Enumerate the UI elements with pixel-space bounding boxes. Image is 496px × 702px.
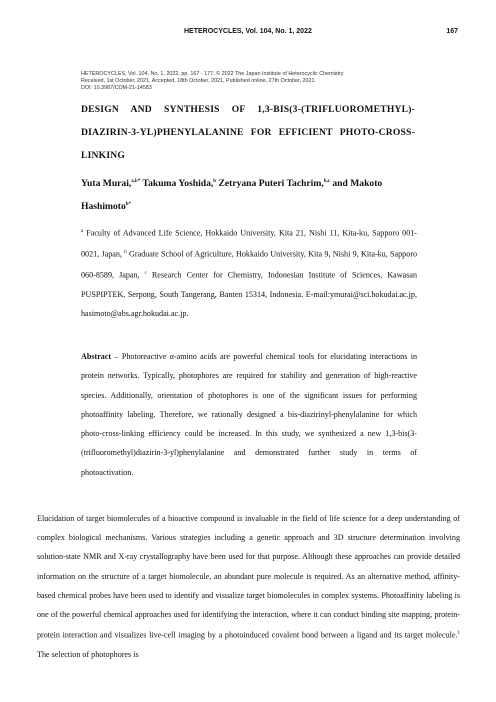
citation-line: HETEROCYCLES, Vol. 104, No. 1, 2022, pp. 167 - 177. © 2022 The Japan Institute of Heterocyclic Chemistry bbox=[81, 71, 344, 77]
author-affiliation-mark: b* bbox=[125, 202, 132, 208]
affiliation-c: Research Center for Chemistry, Indonesian Institute of Sciences, Kawasan PUSPIPTEK, Serpong, South Tangerang, Banten 15314, Indonesia. E-mail:ymurai@sci.hokudai.ac.jp, hasimoto@abs.agr.hokudai.ac.jp. bbox=[81, 270, 417, 319]
dates-line: Received, 1st October, 2021, Accepted, 18th October, 2021, Published online, 27th October, 2021 bbox=[81, 78, 315, 84]
author-name: Takuma Yoshida, bbox=[140, 178, 214, 190]
publication-metadata bbox=[81, 71, 461, 92]
author-affiliation-mark: b,c bbox=[323, 179, 330, 184]
body-paragraph bbox=[37, 509, 460, 664]
abstract-label: Abstract bbox=[81, 352, 112, 361]
affiliation-a: Faculty of Advanced Life Science, Hokkaido University, Kita 21, Nishi 11, Kita-ku, Sapporo 001-0021, Japan, bbox=[81, 228, 417, 259]
author-affiliation-mark: b bbox=[213, 179, 217, 184]
abstract-text: – Photoreactive α-amino acids are powerful chemical tools for elucidating interactions in protein networks. Typically, photophores are required for stability and generation of high-reactive species. Additionally, orientation of photophores is one of the significant issues for performing photoaffinity labeling. Therefore, we rationally designed a bis-diazirinyl-phenylalanine for which photo-cross-linking efficiency could be increased. In this study, we synthesized a new 1,3-bis(3-(trifluoromethyl)diazirin-3-yl)phenylalanine and demonstrated further study in terms of photoactivation. bbox=[81, 352, 417, 477]
paper-title: DESIGN AND SYNTHESIS OF 1,3-BIS(3-(TRIFLUOROMETHYL)-DIAZIRIN-3-YL)PHENYLALANINE FOR EFFICIENT PHOTO-CROSS-LINKING bbox=[81, 104, 415, 161]
author-affiliation-mark: a,b* bbox=[131, 179, 141, 184]
abstract bbox=[81, 347, 417, 482]
author-name: Yuta Murai, bbox=[81, 178, 132, 190]
doi-line: DOI: 10.3987/COM-21-14583 bbox=[81, 85, 152, 91]
author-name: and Makoto Hashimoto bbox=[81, 178, 383, 213]
author-name: Zetryana Puteri Tachrim, bbox=[216, 178, 324, 190]
body-text: Elucidation of target biomolecules of a bioactive compound is invaluable in the field of life science for a deep understanding of complex biological mechanisms. Various strategies including a genetic approach and 3D structure determination involving solution-state NMR and X-ray crystallography have been used for that purpose. Although these approaches can provide detailed information on the structure of a target biomolecule, an abundant pure molecule is required. As an alternative method, affinity-based chemical probes have been used to identify and visualize target biomolecules in complex systems. Photoaffinity labeling is one of the powerful chemical approaches used for identifying the interaction, where it can conduct binding site mapping, protein-protein interaction and visualizes live-cell imaging by a photoinduced covalent bond between a ligand and its target molecule. bbox=[37, 514, 460, 640]
affiliation-mark: b bbox=[124, 249, 127, 255]
author-list bbox=[81, 171, 415, 217]
affiliation-b: Graduate School of Agriculture, Hokkaido University, Kita 9, Nishi 9, Kita-ku, Sapporo 060-8589, Japan, bbox=[81, 249, 417, 280]
page-number: 167 bbox=[446, 28, 458, 35]
journal-running-title: HETEROCYCLES, Vol. 104, No. 1, 2022 bbox=[184, 28, 312, 35]
body-text-continued: The selection of photophores is bbox=[37, 650, 139, 660]
affiliation-mark: c bbox=[144, 270, 147, 276]
affiliations bbox=[81, 222, 417, 324]
affiliation-mark: a bbox=[81, 229, 84, 234]
reference-mark: 1 bbox=[457, 631, 460, 637]
